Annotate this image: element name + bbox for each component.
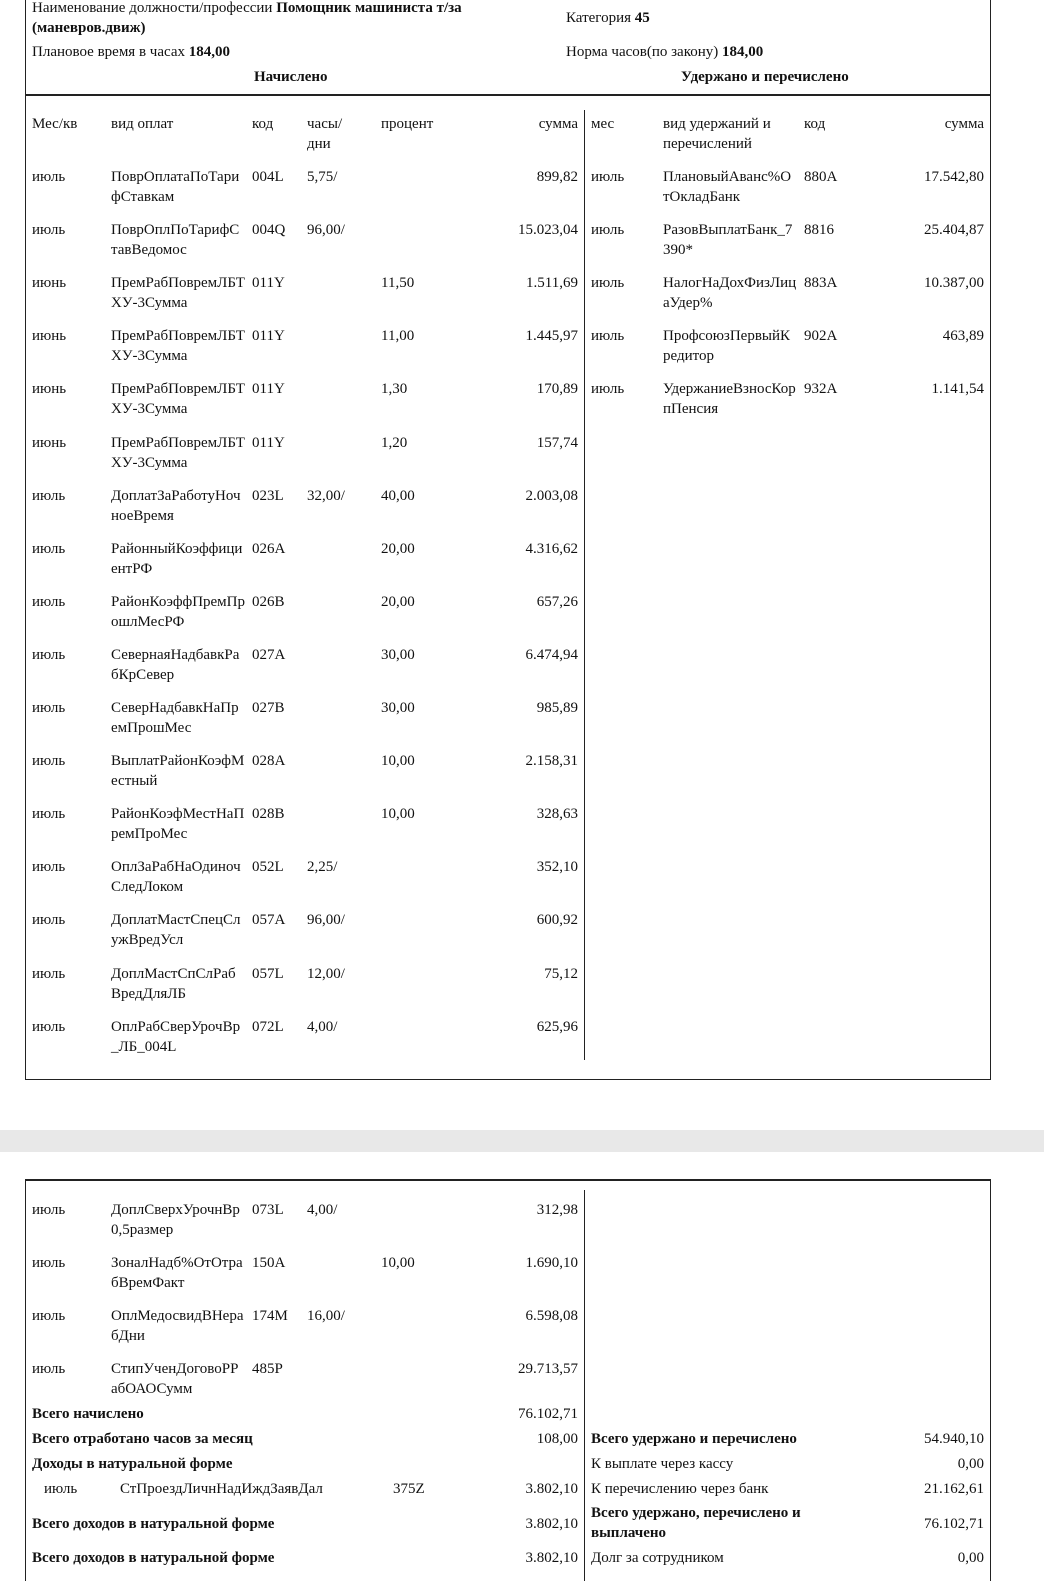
row-sum: 312,98 [536,1202,578,1218]
row-sum: 1.690,10 [525,1255,578,1272]
row-code: 027A [252,646,286,663]
row-type: СтипУченДоговоРРабОАОСумм [111,1361,239,1398]
row-code: 028B [252,806,285,823]
total-paid-value: 76.102,71 [924,1516,984,1532]
total-in-kind-value-1: 3.802,10 [525,1516,578,1532]
norm-hours-label: Норма часов(по закону) [566,44,719,60]
total-withheld-label: Всего удержано и перечислено [591,1431,797,1447]
row-month: июль [32,753,66,770]
row-percent: 10,00 [381,806,415,823]
row-percent: 1,20 [381,434,408,451]
row-hours: 4,00/ [307,1202,338,1218]
category-value: 45 [634,10,650,26]
row-month: июль [591,381,625,398]
row-sum: 625,96 [536,1018,578,1035]
row-month: июль [591,275,625,292]
page-separator [0,1130,1044,1152]
bank-value: 21.162,61 [924,1481,984,1497]
row-type: ПремРабПовремЛБТХУ-3Сумма [111,275,245,312]
row-type: ОплРабСверУрочВр_ЛБ_004L [111,1018,241,1055]
row-hours: 16,00/ [307,1308,345,1325]
row-percent: 10,00 [381,753,415,770]
row-percent: 30,00 [381,646,415,663]
row-month: июль [591,328,625,345]
row-type: ОплМедосвидВНерабДни [111,1308,244,1345]
row-percent: 30,00 [381,700,415,716]
row-month: июль [32,1202,66,1218]
row-sum: 157,74 [536,434,578,451]
cash-label: К выплате через кассу [591,1456,734,1472]
row-type: ДоплатЗаРаботуНочноеВремя [111,487,241,524]
col-code: код [252,116,274,132]
in-kind-label: Доходы в натуральной форме [32,1456,233,1472]
row-sum: 75,12 [544,965,578,982]
plan-hours-line [32,42,230,62]
total-accrued-label: Всего начислено [32,1406,144,1422]
row-type: ДоплСверхУрочнВр0,5размер [111,1202,240,1238]
row-month: июль [591,222,625,239]
row-sum: 29.713,57 [518,1361,578,1378]
row-code: 004Q [252,222,286,239]
row-code: 011Y [252,434,285,451]
row-percent: 11,50 [381,275,415,292]
row-code: 174M [252,1308,288,1325]
category-label: Категория [566,10,631,26]
row-type: РайонКоэффПремПрошлМесРФ [111,593,246,630]
row-month: июль [32,1018,66,1035]
row-sum: 170,89 [536,381,578,398]
row-hours: 2,25/ [307,859,338,876]
row-month: июнь [32,381,67,398]
row-code: 902A [804,328,838,345]
row-type: ПремРабПовремЛБТХУ-3Сумма [111,381,245,418]
row-sum: 1.445,97 [525,328,578,345]
row-month: июль [32,540,66,557]
plan-hours-value: 184,00 [188,44,230,60]
row-month: июнь [32,275,67,292]
row-type: ПоврОплПоТарифСтавВедомос [111,222,240,259]
row-month: июль [32,1255,66,1272]
row-month: июль [32,487,66,504]
row-code: 057L [252,965,284,982]
row-type: РазовВыплатБанк_7390* [663,222,793,259]
row-sum: 2.158,31 [525,753,578,770]
row-code: 004L [252,169,284,185]
row-type: РайонныйКоэффициентРФ [111,540,243,577]
bank-label: К перечислению через банк [591,1481,769,1497]
withheld-title: Удержано и перечислено [681,69,849,85]
row-sum: 352,10 [536,859,578,876]
row-month: июль [32,912,66,929]
row-sum: 6.474,94 [525,646,578,663]
col-month: Мес/кв [32,116,78,132]
debt-label: Долг за сотрудником [591,1550,724,1566]
row-type: ДоплМастСпСлРабВредДляЛБ [111,965,236,1002]
row-type: СевернаяНадбавкРабКрСевер [111,646,240,683]
position-line [32,0,552,38]
col-w-sum: сумма [944,116,984,132]
row-percent: 40,00 [381,487,415,504]
row-hours: 12,00/ [307,965,345,982]
row-code: 023L [252,487,284,504]
col-hours: часы/ дни [307,116,343,152]
row-type: ПрофсоюзПервыйКредитор [663,328,791,365]
row-code: 057A [252,912,286,929]
row-code: 485P [252,1361,283,1378]
row-type: ДоплатМастСпецСлужВредУсл [111,912,241,949]
row-month: июль [32,1308,66,1325]
debt-value: 0,00 [957,1550,984,1566]
category-line [566,8,650,28]
row-type: УдержаниеВзносКорпПенсия [663,381,796,418]
row-type: РайонКоэфМестНаПремПроМес [111,806,245,843]
row-month: июль [32,646,66,663]
row-sum: 1.511,69 [526,275,578,292]
row-percent: 11,00 [381,328,415,345]
row-code: 880A [804,169,838,185]
row-sum: 25.404,87 [924,222,984,239]
row-sum: 6.598,08 [525,1308,578,1325]
col-w-type: вид удержаний и перечислений [663,116,771,152]
row-code: 150A [252,1255,286,1272]
row-type: ПремРабПовремЛБТХУ-3Сумма [111,434,245,471]
row-sum: 657,26 [536,593,578,610]
row-code: 026B [252,593,285,610]
col-w-month: мес [591,116,615,132]
in-kind-code: 375Z [393,1481,425,1497]
row-type: СеверНадбавкНаПремПрошМес [111,700,239,736]
row-month: июль [32,700,66,716]
row-code: 072L [252,1018,284,1035]
plan-hours-label: Плановое время в часах [32,44,185,60]
row-percent: 20,00 [381,540,415,557]
row-hours: 96,00/ [307,912,345,929]
total-in-kind-label-1: Всего доходов в натуральной форме [32,1516,275,1532]
row-code: 011Y [252,381,285,398]
total-paid-label: Всего удержано, перечислено и выплачено [591,1505,801,1541]
row-month: июль [32,965,66,982]
total-withheld-value: 54.940,10 [924,1431,984,1447]
row-sum: 463,89 [942,328,984,345]
row-sum: 4.316,62 [525,540,578,557]
in-kind-value: 3.802,10 [525,1481,578,1497]
in-kind-type: СтПроездЛичнНадИждЗаявДал [120,1481,323,1497]
in-kind-month: июль [44,1481,78,1497]
row-type: ВыплатРайонКоэфМестный [111,753,245,790]
norm-hours-value: 184,00 [722,44,764,60]
row-sum: 328,63 [536,806,578,823]
row-code: 011Y [252,328,285,345]
col-sum: сумма [538,116,578,132]
total-in-kind-value-2: 3.802,10 [525,1550,578,1566]
row-hours: 32,00/ [307,487,345,504]
row-type: ОплЗаРабНаОдиночСледЛоком [111,859,241,896]
cash-value: 0,00 [957,1456,984,1472]
row-month: июль [32,169,66,185]
row-code: 011Y [252,275,285,292]
row-month: июль [32,222,66,239]
row-sum: 1.141,54 [931,381,984,398]
position-label: Наименование должности/профессии [32,0,273,16]
col-w-code: код [804,116,826,132]
row-code: 026A [252,540,286,557]
row-month: июль [32,806,66,823]
row-code: 883A [804,275,838,292]
row-hours: 5,75/ [307,169,338,185]
row-sum: 899,82 [536,169,578,185]
row-percent: 1,30 [381,381,408,398]
row-month: июль [32,593,66,610]
col-percent: процент [381,116,434,132]
row-sum: 17.542,80 [924,169,984,185]
row-month: июнь [32,328,67,345]
accrued-title: Начислено [254,69,328,85]
row-code: 8816 [804,222,834,239]
row-sum: 10.387,00 [924,275,984,292]
row-sum: 985,89 [536,700,578,716]
row-month: июль [591,169,625,185]
row-type: ЗоналНадб%ОтОтрабВремФакт [111,1255,243,1292]
row-code: 027B [252,700,285,716]
total-in-kind-label-2: Всего доходов в натуральной форме [32,1550,275,1566]
row-code: 028A [252,753,286,770]
position-value: Помощник машиниста т/за (маневров.движ) [32,0,462,36]
hours-worked-label: Всего отработано часов за месяц [32,1431,253,1447]
row-month: июнь [32,434,67,451]
hours-worked-value: 108,00 [536,1431,578,1447]
row-type: ПремРабПовремЛБТХУ-3Сумма [111,328,245,365]
row-percent: 10,00 [381,1255,415,1272]
row-code: 932A [804,381,838,398]
row-month: июль [32,1361,66,1378]
row-code: 073L [252,1202,284,1218]
norm-hours-line [566,42,763,62]
row-percent: 20,00 [381,593,415,610]
row-hours: 4,00/ [307,1018,338,1035]
row-month: июль [32,859,66,876]
row-type: НалогНаДохФизЛицаУдер% [663,275,797,312]
row-sum: 600,92 [536,912,578,929]
row-hours: 96,00/ [307,222,345,239]
col-type: вид оплат [111,116,174,132]
row-sum: 15.023,04 [518,222,578,239]
total-accrued-value: 76.102,71 [518,1406,578,1422]
row-code: 052L [252,859,284,876]
row-type: ПоврОплатаПоТарифСтавкам [111,169,240,205]
row-sum: 2.003,08 [525,487,578,504]
row-type: ПлановыйАванс%ОтОкладБанк [663,169,792,205]
